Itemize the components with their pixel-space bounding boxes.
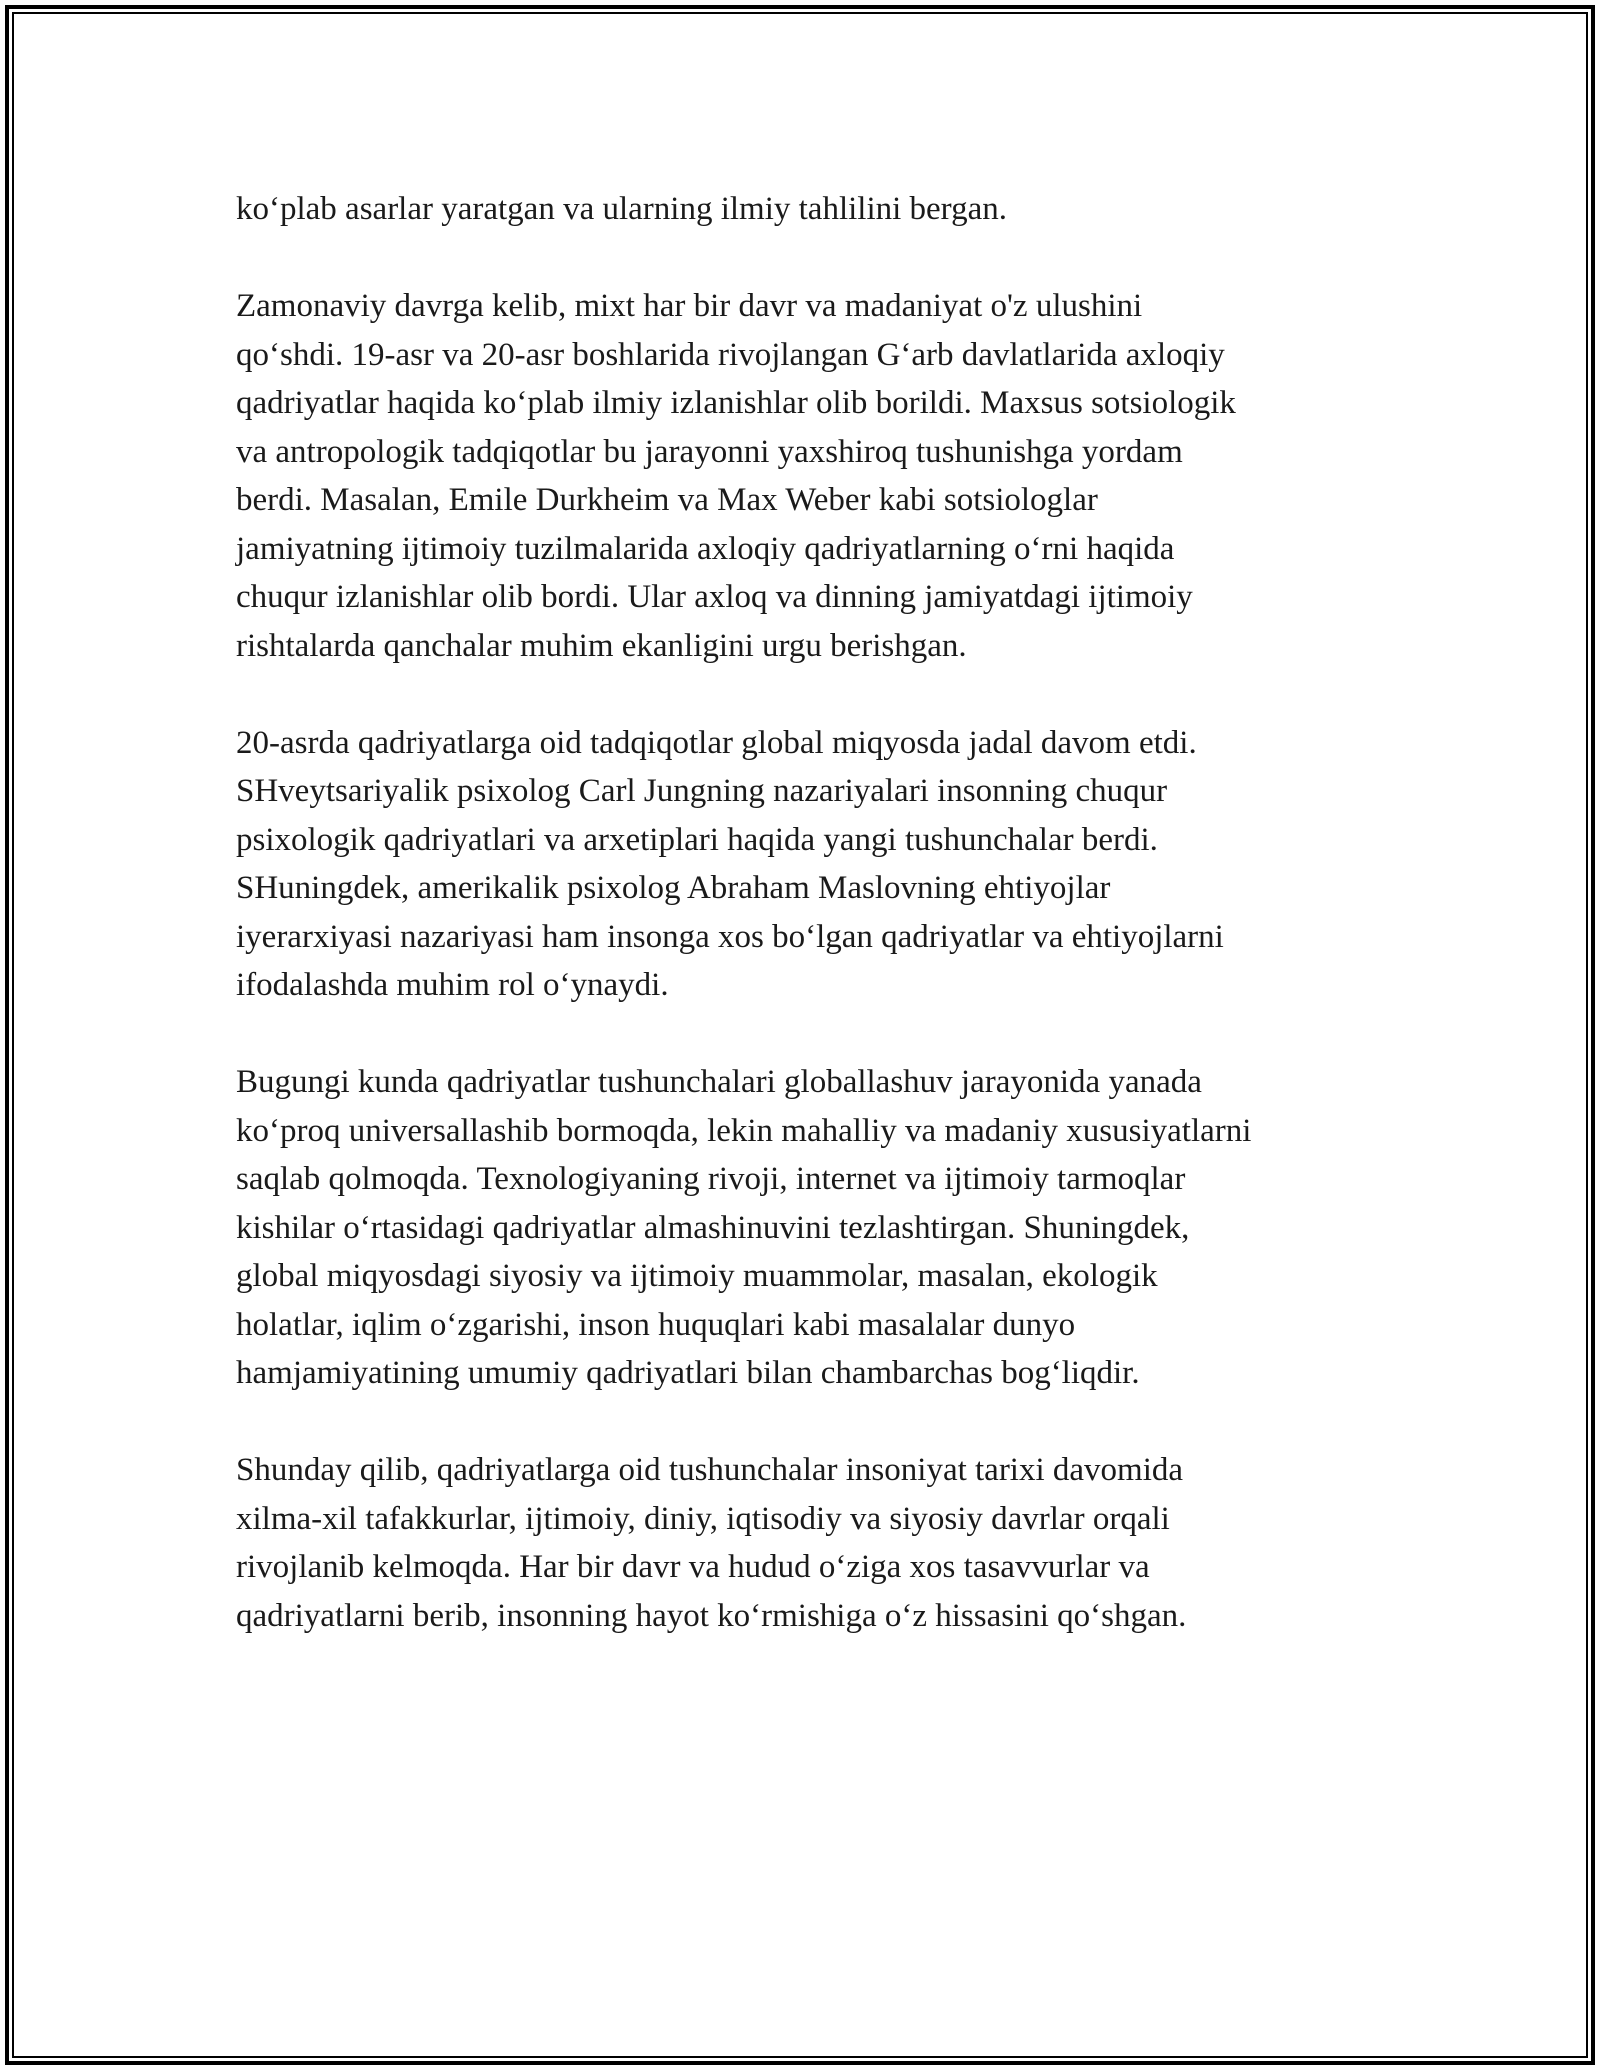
text-line: hamjamiyatining umumiy qadriyatlari bilan chambarchas bog‘liqdir. (236, 1355, 1140, 1391)
text-line: kishilar o‘rtasidagi qadriyatlar almashinuvini tezlashtirgan. Shuningdek, (236, 1209, 1190, 1246)
text-line: global miqyosdagi siyosiy va ijtimoiy muammolar, masalan, ekologik (236, 1258, 1158, 1294)
text-line: ifodalashda muhim rol o‘ynaydi. (236, 967, 669, 1003)
text-line: qadriyatlar haqida ko‘plab ilmiy izlanishlar olib borildi. Maxsus sotsiologik (236, 385, 1236, 421)
text-line: ko‘proq universallashib bormoqda, lekin mahalliy va madaniy xususiyatlarni (236, 1112, 1252, 1149)
text-line: 20-asrda qadriyatlarga oid tadqiqotlar global miqyosda jadal davom etdi. (236, 724, 1197, 761)
text-line: psixologik qadriyatlari va arxetiplari haqida yangi tushunchalar berdi. (236, 821, 1158, 858)
paragraph-2 (236, 282, 1381, 670)
text-line: chuqur izlanishlar olib bordi. Ular axloq va dinning jamiyatdagi ijtimoiy (236, 579, 1193, 615)
text-line: saqlab qolmoqda. Texnologiyaning rivoji, internet va ijtimoiy tarmoqlar (236, 1161, 1186, 1197)
text-line: SHveytsariyalik psixolog Carl Jungning nazariyalari insonning chuqur (236, 773, 1168, 809)
text-line: Bugungi kunda qadriyatlar tushunchalari globallashuv jarayonida yanada (236, 1064, 1202, 1100)
paragraph-3 (236, 719, 1381, 1010)
text-line: qadriyatlarni berib, insonning hayot ko‘rmishiga o‘z hissasini qo‘shgan. (236, 1597, 1187, 1634)
paragraph-4 (236, 1058, 1381, 1398)
text-line: jamiyatning ijtimoiy tuzilmalarida axloqiy qadriyatlarning o‘rni haqida (236, 530, 1175, 567)
paragraph-1 (236, 185, 1381, 234)
text-line: SHuningdek, amerikalik psixolog Abraham Maslovning ehtiyojlar (236, 870, 1111, 906)
text-line: Zamonaviy davrga kelib, mixt har bir davr va madaniyat o'z ulushini (236, 288, 1143, 324)
text-line: ko‘plab asarlar yaratgan va ularning ilmiy tahlilini bergan. (236, 191, 1007, 227)
text-line: berdi. Masalan, Emile Durkheim va Max Weber kabi sotsiologlar (236, 482, 1098, 518)
text-line: rivojlanib kelmoqda. Har bir davr va hudud o‘ziga xos tasavvurlar va (236, 1549, 1150, 1585)
text-line: qo‘shdi. 19-asr va 20-asr boshlarida rivojlangan G‘arb davlatlarida axloqiy (236, 336, 1225, 373)
text-line: holatlar, iqlim o‘zgarishi, inson huquqlari kabi masalalar dunyo (236, 1306, 1076, 1343)
document-body (236, 185, 1381, 1689)
text-line: iyerarxiyasi nazariyasi ham insonga xos bo‘lgan qadriyatlar va ehtiyojlarni (236, 918, 1224, 955)
text-line: xilma-xil tafakkurlar, ijtimoiy, diniy, iqtisodiy va siyosiy davrlar orqali (236, 1500, 1170, 1537)
paragraph-5 (236, 1446, 1381, 1640)
text-line: va antropologik tadqiqotlar bu jarayonni yaxshiroq tushunishga yordam (236, 433, 1183, 470)
text-line: Shunday qilib, qadriyatlarga oid tushunchalar insoniyat tarixi davomida (236, 1452, 1184, 1488)
text-line: rishtalarda qanchalar muhim ekanligini urgu berishgan. (236, 627, 967, 664)
